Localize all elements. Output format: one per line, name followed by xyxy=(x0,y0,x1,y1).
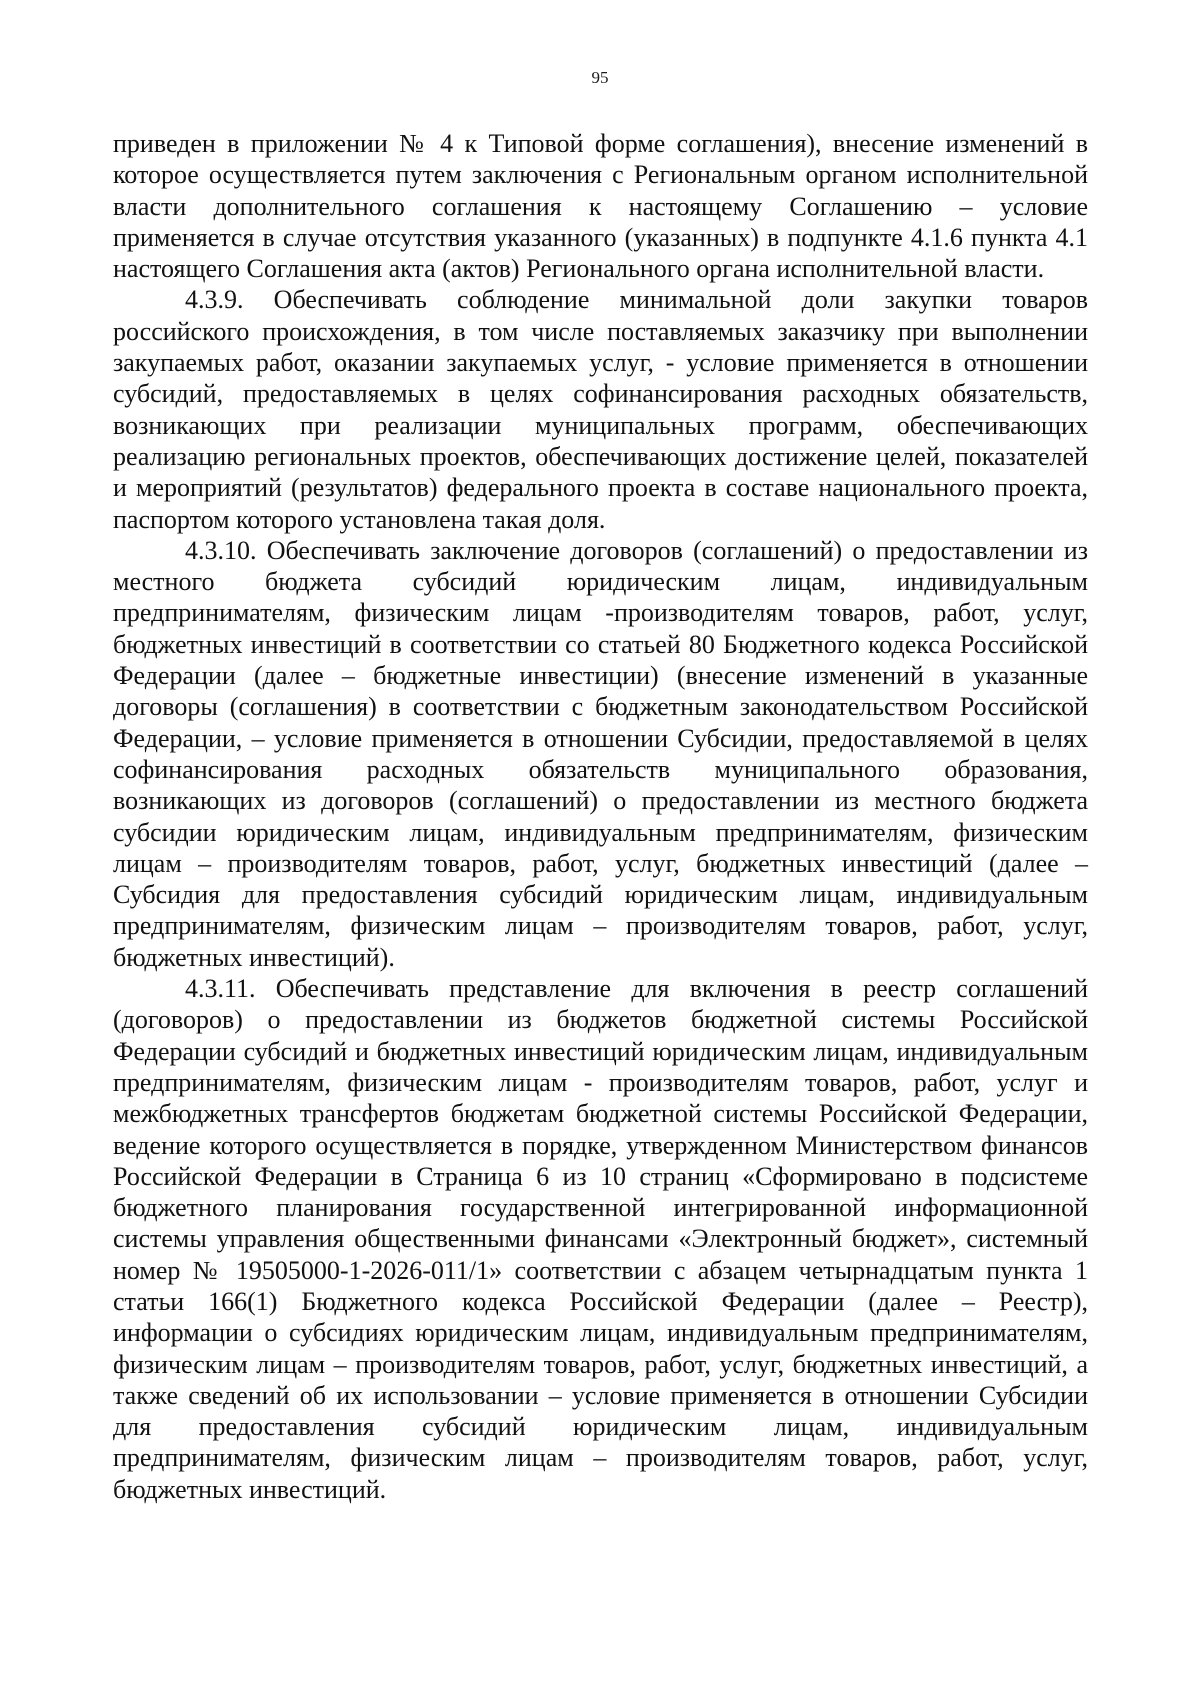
paragraph-4-3-9: 4.3.9. Обеспечивать соблюдение минимальной доли закупки товаров российского происхождения, в том числе поставляемых заказчику при выполнении закупаемых работ, оказании закупаемых услуг, - условие применяется в отношении субсидий, предоставляемых в целях софинансирования расходных обязательств, возникающих при реализации муниципальных программ, обеспечивающих реализацию региональных проектов, обеспечивающих достижение целей, показателей и мероприятий (результатов) федерального проекта в составе национального проекта, паспортом которого установлена такая доля. xyxy=(113,285,1088,534)
paragraph-4-3-11: 4.3.11. Обеспечивать представление для включения в реестр соглашений (договоров) о предоставлении из бюджетов бюджетной системы Российской Федерации субсидий и бюджетных инвестиций юридическим лицам, индивидуальным предпринимателям, физическим лицам - производителям товаров, работ, услуг и межбюджетных трансфертов бюджетам бюджетной системы Российской Федерации, ведение которого осуществляется в порядке, утвержденном Министерством финансов Российской Федерации в Страница 6 из 10 страниц «Сформировано в подсистеме бюджетного планирования государственной интегрированной информационной системы управления общественными финансами «Электронный бюджет», системный номер № 19505000-1-2026-011/1» соответствии с абзацем четырнадцатым пункта 1 статьи 166(1) Бюджетного кодекса Российской Федерации (далее – Реестр), информации о субсидиях юридическим лицам, индивидуальным предпринимателям, физическим лицам – производителям товаров, работ, услуг, бюджетных инвестиций, а также сведений об их использовании – условие применяется в отношении Субсидии для предоставления субсидий юридическим лицам, индивидуальным предпринимателям, физическим лицам – производителям товаров, работ, услуг, бюджетных инвестиций. xyxy=(113,974,1088,1504)
document-body xyxy=(113,128,1088,1505)
page-number: 95 xyxy=(591,68,609,87)
paragraph-4-3-10: 4.3.10. Обеспечивать заключение договоров (соглашений) о предоставлении из местного бюджета субсидий юридическим лицам, индивидуальным предпринимателям, физическим лицам -производителям товаров, работ, услуг, бюджетных инвестиций в соответствии со статьей 80 Бюджетного кодекса Российской Федерации (далее – бюджетные инвестиции) (внесение изменений в указанные договоры (соглашения) в соответствии с бюджетным законодательством Российской Федерации, – условие применяется в отношении Субсидии, предоставляемой в целях софинансирования расходных обязательств муниципального образования, возникающих из договоров (соглашений) о предоставлении из местного бюджета субсидии юридическим лицам, индивидуальным предпринимателям, физическим лицам – производителям товаров, работ, услуг, бюджетных инвестиций (далее – Субсидия для предоставления субсидий юридическим лицам, индивидуальным предпринимателям, физическим лицам – производителям товаров, работ, услуг, бюджетных инвестиций). xyxy=(113,535,1088,972)
paragraph-continuation: приведен в приложении № 4 к Типовой форме соглашения), внесение изменений в которое осуществляется путем заключения с Региональным органом исполнительной власти дополнительного соглашения к настоящему Соглашению – условие применяется в случае отсутствия указанного (указанных) в подпункте 4.1.6 пункта 4.1 настоящего Соглашения акта (актов) Регионального органа исполнительной власти. xyxy=(113,129,1088,284)
